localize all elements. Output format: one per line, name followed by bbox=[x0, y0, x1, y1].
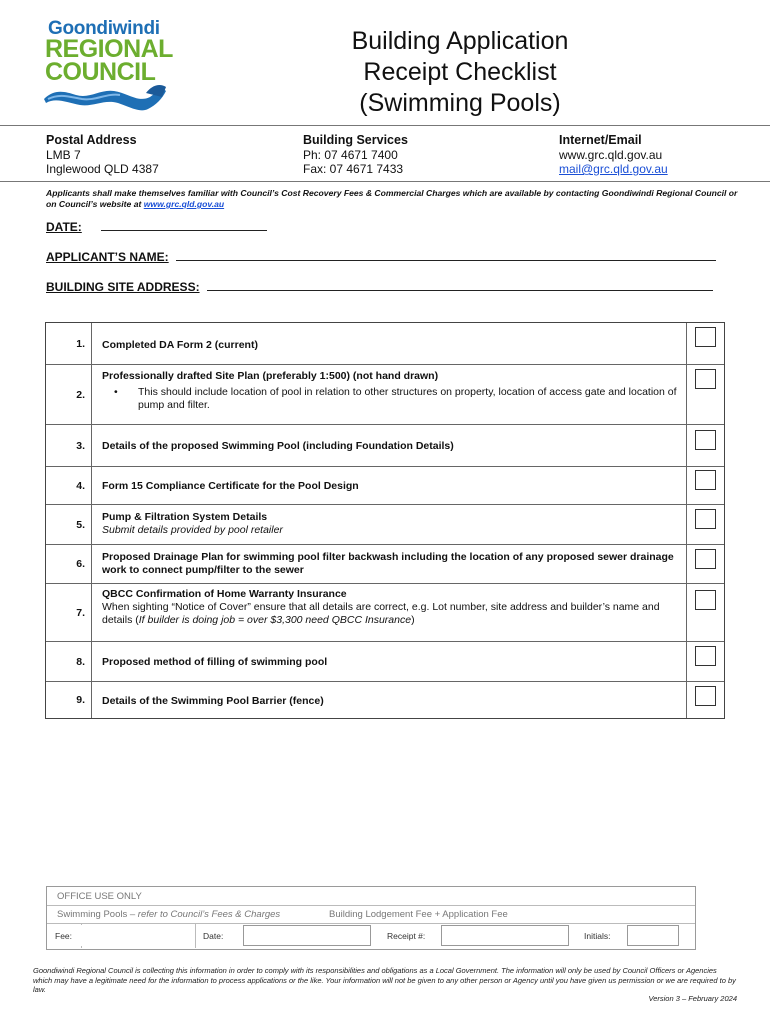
item-body-end: ) bbox=[411, 614, 415, 626]
item-4-checkbox[interactable] bbox=[695, 470, 716, 490]
checklist-row-2 bbox=[46, 364, 724, 424]
item-number: 4. bbox=[46, 467, 92, 504]
site-address-input-line[interactable] bbox=[207, 280, 713, 291]
item-number: 5. bbox=[46, 505, 92, 544]
privacy-statement: Goondiwindi Regional Council is collecting this information in order to comply with its responsibilities and obligations as a Local Government. The information will only be used by Council Officers or Agencies which may have a legitimate need for the information to process applications or the like. Your information will not be given to any other person or Agency until you have given us permission or we are required to by law. bbox=[33, 966, 736, 994]
item-body-italic: If builder is doing job = over $3,300 need QBCC Insurance bbox=[138, 614, 412, 626]
applicant-field bbox=[46, 250, 716, 264]
applicant-input-line[interactable] bbox=[176, 250, 716, 261]
site-address-label: BUILDING SITE ADDRESS: bbox=[46, 280, 200, 294]
river-logo-icon bbox=[42, 83, 168, 117]
contact-divider bbox=[0, 181, 770, 182]
office-use-title: OFFICE USE ONLY bbox=[57, 891, 142, 902]
item-heading: Proposed method of filling of swimming pool bbox=[102, 656, 328, 668]
checklist-row-6 bbox=[46, 544, 724, 583]
checklist-row-3 bbox=[46, 424, 724, 466]
fee-label: Fee: bbox=[55, 931, 73, 941]
item-2-checkbox[interactable] bbox=[695, 369, 716, 389]
item-number: 6. bbox=[46, 545, 92, 583]
logo-regional: REGIONAL bbox=[45, 35, 173, 63]
receipt-input[interactable] bbox=[441, 925, 569, 946]
item-number: 8. bbox=[46, 642, 92, 681]
item-8-checkbox[interactable] bbox=[695, 646, 716, 666]
email-link[interactable]: mail@grc.qld.gov.au bbox=[559, 162, 668, 176]
item-note: Submit details provided by pool retailer bbox=[102, 524, 283, 536]
office-divider bbox=[47, 905, 695, 906]
item-number: 1. bbox=[46, 323, 92, 364]
item-heading: Professionally drafted Site Plan (preferably 1:500) (not hand drawn) bbox=[102, 370, 439, 382]
checklist-row-1 bbox=[46, 323, 724, 364]
item-heading: Details of the Swimming Pool Barrier (fence) bbox=[102, 695, 324, 707]
checklist-row-9 bbox=[46, 681, 724, 718]
postal-heading: Postal Address bbox=[46, 133, 137, 147]
website-text: www.grc.qld.gov.au bbox=[559, 147, 663, 162]
postal-line-2: Inglewood QLD 4387 bbox=[46, 162, 159, 176]
cell-divider bbox=[195, 924, 196, 948]
services-phone: Ph: 07 4671 7400 bbox=[303, 147, 398, 162]
version-label: Version 3 – February 2024 bbox=[648, 994, 737, 1003]
item-7-checkbox[interactable] bbox=[695, 590, 716, 610]
item-heading: Completed DA Form 2 (current) bbox=[102, 339, 258, 351]
checklist-row-8 bbox=[46, 641, 724, 681]
initials-input[interactable] bbox=[627, 925, 679, 946]
item-number: 9. bbox=[46, 682, 92, 718]
receipt-label: Receipt #: bbox=[387, 931, 426, 941]
initials-label: Initials: bbox=[584, 931, 611, 941]
postal-address-block bbox=[46, 133, 159, 177]
services-heading: Building Services bbox=[303, 133, 408, 147]
site-address-field bbox=[46, 280, 713, 294]
checklist-row-7 bbox=[46, 583, 724, 641]
item-5-checkbox[interactable] bbox=[695, 509, 716, 529]
item-number: 2. bbox=[46, 365, 92, 424]
logo-council: COUNCIL bbox=[45, 58, 156, 86]
item-3-checkbox[interactable] bbox=[695, 430, 716, 450]
item-1-checkbox[interactable] bbox=[695, 327, 716, 347]
logo-goondiwindi: Goondiwindi bbox=[48, 18, 160, 39]
item-heading: Proposed Drainage Plan for swimming pool filter backwash including the location of any proposed sewer drainage work to connect pump/filter to the sewer bbox=[102, 551, 674, 576]
notice-text: Applicants shall make themselves familiar with Council’s Cost Recovery Fees & Commercial Charges which are available by contacting Goondiwindi Regional Council or on Council’s website at bbox=[46, 188, 738, 209]
fee-input[interactable] bbox=[81, 925, 195, 946]
internet-heading: Internet/Email bbox=[559, 133, 642, 147]
item-heading: Form 15 Compliance Certificate for the Pool Design bbox=[102, 480, 359, 492]
services-fax: Fax: 07 4671 7433 bbox=[303, 162, 404, 176]
title-line-1: Building Application bbox=[351, 27, 569, 55]
pools-fee-reference: refer to Council’s Fees & Charges bbox=[137, 909, 281, 920]
bullet-icon: • bbox=[114, 386, 118, 398]
item-number: 7. bbox=[46, 584, 92, 641]
item-number: 3. bbox=[46, 425, 92, 466]
date-input-line[interactable] bbox=[101, 220, 267, 231]
date-label-office: Date: bbox=[203, 931, 224, 941]
office-fee-info bbox=[57, 909, 697, 920]
title-line-2: Receipt Checklist bbox=[363, 58, 557, 86]
document-title bbox=[300, 26, 620, 119]
date-label: DATE: bbox=[46, 220, 82, 234]
office-divider bbox=[47, 923, 695, 924]
checklist-table bbox=[45, 322, 725, 719]
postal-line-1: LMB 7 bbox=[46, 147, 81, 162]
checklist-row-5 bbox=[46, 504, 724, 544]
title-line-3: (Swimming Pools) bbox=[359, 89, 561, 117]
item-9-checkbox[interactable] bbox=[695, 686, 716, 706]
item-body: When sighting “Notice of Cover” ensure that all details are correct, e.g. Lot number, site address and builder’s name and details ( bbox=[102, 601, 660, 626]
internet-email-block bbox=[559, 133, 668, 177]
item-heading: Pump & Filtration System Details bbox=[102, 511, 268, 523]
pools-fee-label: Swimming Pools – bbox=[57, 909, 138, 920]
applicant-label: APPLICANT’S NAME: bbox=[46, 250, 169, 264]
office-use-box bbox=[46, 886, 696, 950]
fees-notice bbox=[46, 188, 746, 210]
office-date-input[interactable] bbox=[243, 925, 371, 946]
lodgement-fee-label: Building Lodgement Fee + Application Fee bbox=[329, 909, 508, 920]
item-6-checkbox[interactable] bbox=[695, 549, 716, 569]
date-field bbox=[46, 220, 267, 234]
checklist-row-4 bbox=[46, 466, 724, 504]
website-link[interactable]: www.grc.qld.gov.au bbox=[143, 199, 225, 209]
item-heading: QBCC Confirmation of Home Warranty Insurance bbox=[102, 588, 347, 600]
header-divider bbox=[0, 125, 770, 126]
item-bullet-text: This should include location of pool in relation to other structures on property, location of access gate and location of pump and filter. bbox=[138, 386, 677, 411]
building-services-block bbox=[303, 133, 408, 177]
item-heading: Details of the proposed Swimming Pool (including Foundation Details) bbox=[102, 440, 454, 452]
